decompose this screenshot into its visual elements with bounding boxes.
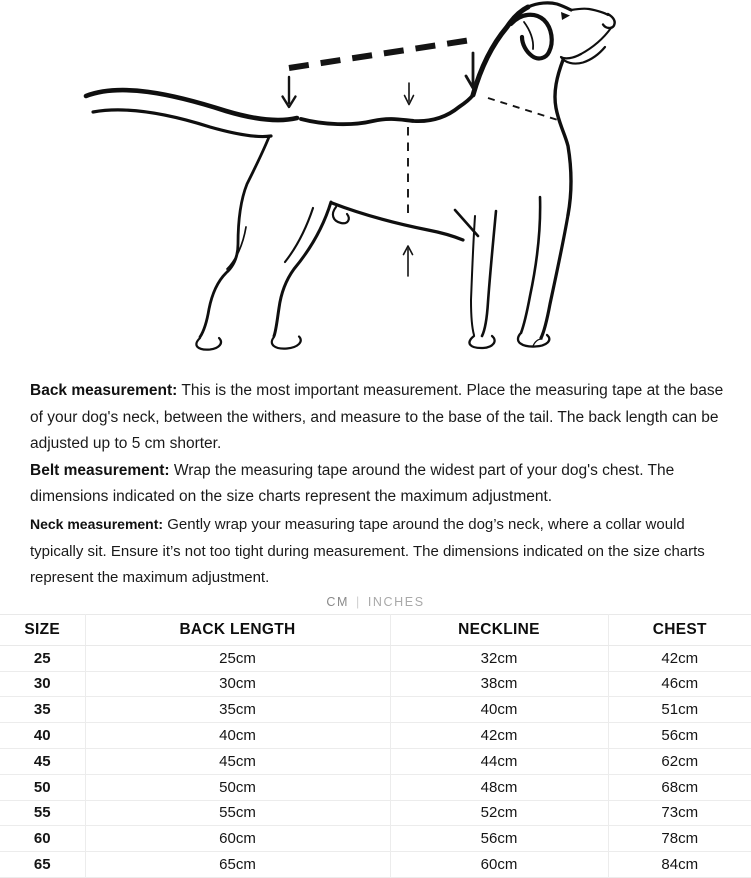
measurement-marks (283, 40, 562, 276)
neck-measurement-text: Gently wrap your measuring tape around the dog’s neck, where a collar would typically sit. Ensure it’s not too tight during measurement. The dimensions indicated on the size charts represent the maximum adjustment. (30, 515, 705, 587)
dog-diagram-svg (0, 0, 751, 368)
dog-rear-leg-near (274, 202, 331, 336)
header-chest: CHEST (608, 614, 751, 645)
dog-rear-foot-far (196, 338, 221, 350)
dog-belly (332, 203, 463, 240)
header-size: SIZE (0, 614, 85, 645)
dog-jowl (561, 47, 605, 64)
cell-back-length: 65cm (85, 852, 390, 878)
table-row (0, 852, 751, 878)
size-table (0, 614, 751, 878)
cell-neckline: 38cm (390, 671, 608, 697)
cell-back-length: 55cm (85, 800, 390, 826)
table-row (0, 826, 751, 852)
cell-neckline: 32cm (390, 645, 608, 671)
cell-size: 65 (0, 852, 85, 878)
cell-back-length: 45cm (85, 748, 390, 774)
dog-skull-top (528, 3, 571, 10)
dog-back-line (301, 95, 473, 124)
dog-front-leg-far-back (471, 216, 475, 335)
back-measurement-text: This is the most important measurement. Place the measuring tape at the base of your dog's neck, between the withers, and measure to the base of the tail. The back length can be adjusted up to 5 cm shorter. (30, 382, 724, 453)
unit-toggle (0, 592, 751, 614)
cell-neckline: 48cm (390, 774, 608, 800)
cell-back-length: 30cm (85, 671, 390, 697)
cell-chest: 73cm (608, 800, 751, 826)
size-table-header (0, 614, 751, 645)
dog-front-leg-near-front (541, 215, 568, 338)
cell-chest: 78cm (608, 826, 751, 852)
cell-size: 55 (0, 800, 85, 826)
cell-size: 60 (0, 826, 85, 852)
dog-nose (603, 14, 615, 28)
cell-neckline: 52cm (390, 800, 608, 826)
belt-measurement-paragraph (30, 458, 725, 511)
cell-chest: 62cm (608, 748, 751, 774)
size-table-body (0, 645, 751, 877)
unit-cm-button[interactable]: CM (326, 594, 349, 609)
cell-size: 25 (0, 645, 85, 671)
dog-rear-leg-far (200, 137, 269, 337)
table-row (0, 748, 751, 774)
dog-muzzle-top (571, 9, 608, 15)
cell-size: 50 (0, 774, 85, 800)
cell-back-length: 60cm (85, 826, 390, 852)
table-row (0, 723, 751, 749)
table-row (0, 671, 751, 697)
cell-neckline: 56cm (390, 826, 608, 852)
cell-chest: 68cm (608, 774, 751, 800)
dog-eye (561, 12, 570, 20)
dog-measurement-diagram (0, 0, 751, 368)
cell-neckline: 40cm (390, 697, 608, 723)
cell-neckline: 60cm (390, 852, 608, 878)
header-back-length: BACK LENGTH (85, 614, 390, 645)
belt-measurement-text: Wrap the measuring tape around the widest part of your dog's chest. The dimensions indicated on the size charts represent the maximum adjustment. (30, 461, 675, 506)
belt-arrow-down (405, 83, 414, 105)
dog-neck-back (473, 7, 528, 95)
cell-back-length: 25cm (85, 645, 390, 671)
dog-line-art (86, 3, 615, 350)
dog-mouth (581, 28, 611, 54)
belt-measurement-label: Belt measurement: (30, 461, 170, 479)
header-neckline: NECKLINE (390, 614, 608, 645)
cell-back-length: 35cm (85, 697, 390, 723)
cell-back-length: 40cm (85, 723, 390, 749)
header-row (0, 614, 751, 645)
neckline-dashed-line (488, 98, 561, 121)
dog-front-leg-near-back (521, 197, 540, 333)
measurement-instructions (0, 368, 751, 592)
cell-neckline: 44cm (390, 748, 608, 774)
dog-throat-chest (555, 60, 571, 215)
unit-inches-button[interactable]: INCHES (367, 594, 425, 609)
dog-front-foot-far (469, 336, 494, 348)
table-row (0, 645, 751, 671)
dog-rear-leg-near-inner (285, 208, 313, 262)
cell-neckline: 42cm (390, 723, 608, 749)
cell-size: 45 (0, 748, 85, 774)
belt-arrow-up (404, 246, 413, 276)
table-row (0, 697, 751, 723)
neck-measurement-label: Neck measurement: (30, 515, 164, 532)
cell-chest: 84cm (608, 852, 751, 878)
neck-measurement-paragraph (30, 511, 725, 592)
back-length-dashed-line (289, 40, 471, 68)
cell-size: 35 (0, 697, 85, 723)
cell-chest: 56cm (608, 723, 751, 749)
table-row (0, 774, 751, 800)
back-length-arrow-left (283, 77, 296, 107)
dog-front-leg-far-front (482, 211, 496, 336)
table-row (0, 800, 751, 826)
cell-chest: 46cm (608, 671, 751, 697)
dog-rear-foot-near (272, 337, 301, 349)
cell-size: 40 (0, 723, 85, 749)
cell-back-length: 50cm (85, 774, 390, 800)
unit-divider: | (355, 594, 361, 609)
cell-chest: 51cm (608, 697, 751, 723)
back-measurement-label: Back measurement: (30, 382, 178, 399)
back-measurement-paragraph (30, 378, 725, 458)
cell-chest: 42cm (608, 645, 751, 671)
dog-tail (86, 90, 297, 120)
cell-size: 30 (0, 671, 85, 697)
